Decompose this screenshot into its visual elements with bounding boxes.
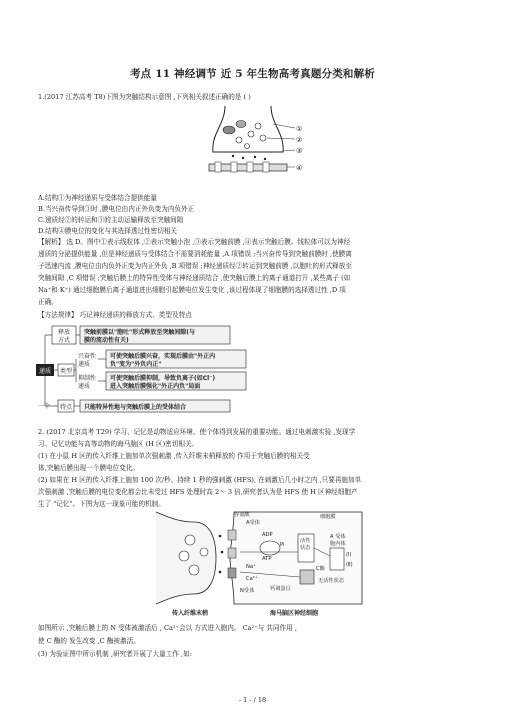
mm-release-way: 方式 [58,337,71,344]
mm-feature-left: 一个 [38,403,51,410]
mm-excit-word: 递质 [78,361,91,368]
mm-release-text2: 膜的流动性有关) [84,337,129,344]
mm-excit-text2: 负"变为"外负内正" [110,361,162,368]
q1-stem: 1.(2017 江苏高考 T8)下图为突触结构示意图 ,下列相关叙述正确的是 ( ) [38,93,251,101]
fig2-a-receptor2: A 受体 [330,534,346,540]
q1-analysis-line-5: Na⁺和 K⁺) 通过细胞膜后离子通道进出细胞引起膜电位发生变化 ,该过程体现了细胞膜的选择透过性 ,D 项 [38,286,346,294]
page-title: 考点 11 神经调节 近 5 年生物高考真题分类和解析 [129,68,376,80]
fig2-roman1: (Ⅰ) [346,552,352,558]
q1-analysis-line-2: 递质的分泌提供能量 ,但是神经递质与受体结合不需要消耗能量 ,A 项错误 ;当兴奋传导到突触前膜时 ,使膜离 [38,250,352,258]
fig2-n-receptor: N受体 [240,588,255,594]
q1-option-b: B.当兴奋传导到③时 ,膜电位由内正外负变为内负外正 [38,205,195,213]
q1-analysis-line-3: 子迅速内流 ,膜电位由内负外正变为内正外负 ,B 项错误 ;神经递质经②转运到突触前膜 ,以胞吐的形式释放至 [38,262,352,270]
q2-line-4: 体,突触后膜出现一个膜电位变化。 [38,464,140,472]
ltp-mechanism-figure [150,508,370,610]
q2-after-line-2: 使 C 酶的 发生改变 ,C 酶被激活。 [38,637,140,645]
q2-line-5: (2) 如果在 H 区的传入纤维上施加 100 次/秒、持续 1 秒的强刺激 (HFS), 在刺激后几小时之内 ,只要再施加单 [38,476,362,484]
fig2-vesicle: 谷氨酸 [234,512,250,518]
fig-label-2: ② [296,136,303,144]
fig2-atp: ATP [262,556,272,562]
fig2-c-enzyme: C酶 [316,566,325,572]
q2-line-1: 2. (2017 北京高考 T29) 学习、记忆是动物适应环境、使个体得到发展的重要功能。通过电刺激实验 ,发现学 [38,428,356,436]
mm-excit-text: 可使突触后膜兴奋，实现后膜由"外正内 [110,353,216,360]
mm-type: 类型 [60,368,73,375]
q1-analysis-line-4: 突触间隙 ,C 项错误 ;突触后膜上的特异性受体与神经递质结合 ,使突触后膜上的离子通道打开 ,某些离子 (如 [38,274,351,282]
mm-release: 释放 [58,329,71,336]
page-number: - 1 - / 18 [238,696,267,704]
fig2-right-caption: 海马脑区神经细胞 [270,610,319,617]
fig2-active: 活性 [300,538,311,544]
mm-inhib-word: 递质 [78,383,91,390]
fig2-calmodulin: 钙调蛋白 [270,586,291,592]
q2-line-7: 生了 "记忆"。下图为这一现象可能的机制。 [38,500,165,508]
q1-option-d: D.结构④膜电位的变化与其选择透过性密切相关 [38,227,178,235]
synapse-figure [203,104,313,184]
fig2-ca: Ca²⁺ [246,576,258,582]
fig2-state: 状态 [300,545,311,551]
fig2-na: Na⁺ [246,564,256,570]
mm-excit: 兴奋性 [78,353,97,360]
fig2-inactive: 无活性状态 [318,578,344,584]
q2-line-3: (1) 在小鼠 H 区的传入纤维上施加单次强刺激 ,传入纤维末梢释放的 作用于突触后膜的相关受 [38,452,310,460]
q2-line-2: 习、记忆功能与高等动物的海马脑区 (H 区)密切相关。 [38,440,199,448]
q1-analysis-line-1: 【解析】 选 D。图中①表示线粒体 ,②表示突触小泡 ,③表示突触前膜 ,④表示突触后膜。线粒体可以为神经 [38,238,351,246]
fig2-receptor-note: 胞内体 [330,541,346,547]
fig-label-4: ④ [296,164,303,172]
fig2-a-receptor: A受体 [246,520,260,526]
mm-inhib: 抑制性 [78,375,97,382]
mm-feature-text: 只能特异性地与突触后膜上的受体结合 [84,404,187,411]
q2-line-6: 次强刺激 ,突触后膜的电位变化都会比未受过 HFS 处理时高 2～ 3 倍,研究者认为是 HFS 使 H 区神经细胞产 [38,488,358,496]
fig2-left-caption: 传入纤维末梢 [172,610,209,617]
q1-option-a: A.结构①为神经递质与受体结合提供能量 [38,194,157,202]
fig2-adp: ADP [262,532,273,538]
mm-release-text: 突触前膜以"胞吐"形式释放至突触间隙(与 [84,329,195,336]
mm-inhib-text: 可使突触后膜抑制，导致负离子(如Cl⁻) [110,375,216,382]
mm-feature: 特点 [60,404,73,411]
mm-inhib-text2: 进入突触后膜强化"外正内负"局面 [110,383,201,390]
fig-label-3: ③ [296,147,303,155]
fig-label-1: ① [296,125,303,133]
q1-analysis-line-6: 正确。 [38,298,58,306]
fig2-roman2: (Ⅱ) [346,562,353,568]
q1-option-c: C.递质经②的转运和③的主动运输释放至突触间隙 [38,216,184,224]
q2-after-line-1: 如图所示 ,突触后膜上的 N 受体被激活后 , Ca²⁺会以 方式进入胞内。 Ca²⁺与 共同作用 , [38,624,297,632]
method-title: 【方法规律】 巧记神经递质的释放方式、类型及特点 [38,311,192,319]
q2-after-line-3: (3) 为验证图中所示机制 ,研究者开展了大量工作 ,如: [38,650,192,658]
fig2-cell-membrane: 细胞膜 [320,514,336,520]
mm-center: 递质 [39,368,52,375]
fig2-pi: Pi [280,542,285,548]
neurotransmitter-mindmap [36,324,296,420]
